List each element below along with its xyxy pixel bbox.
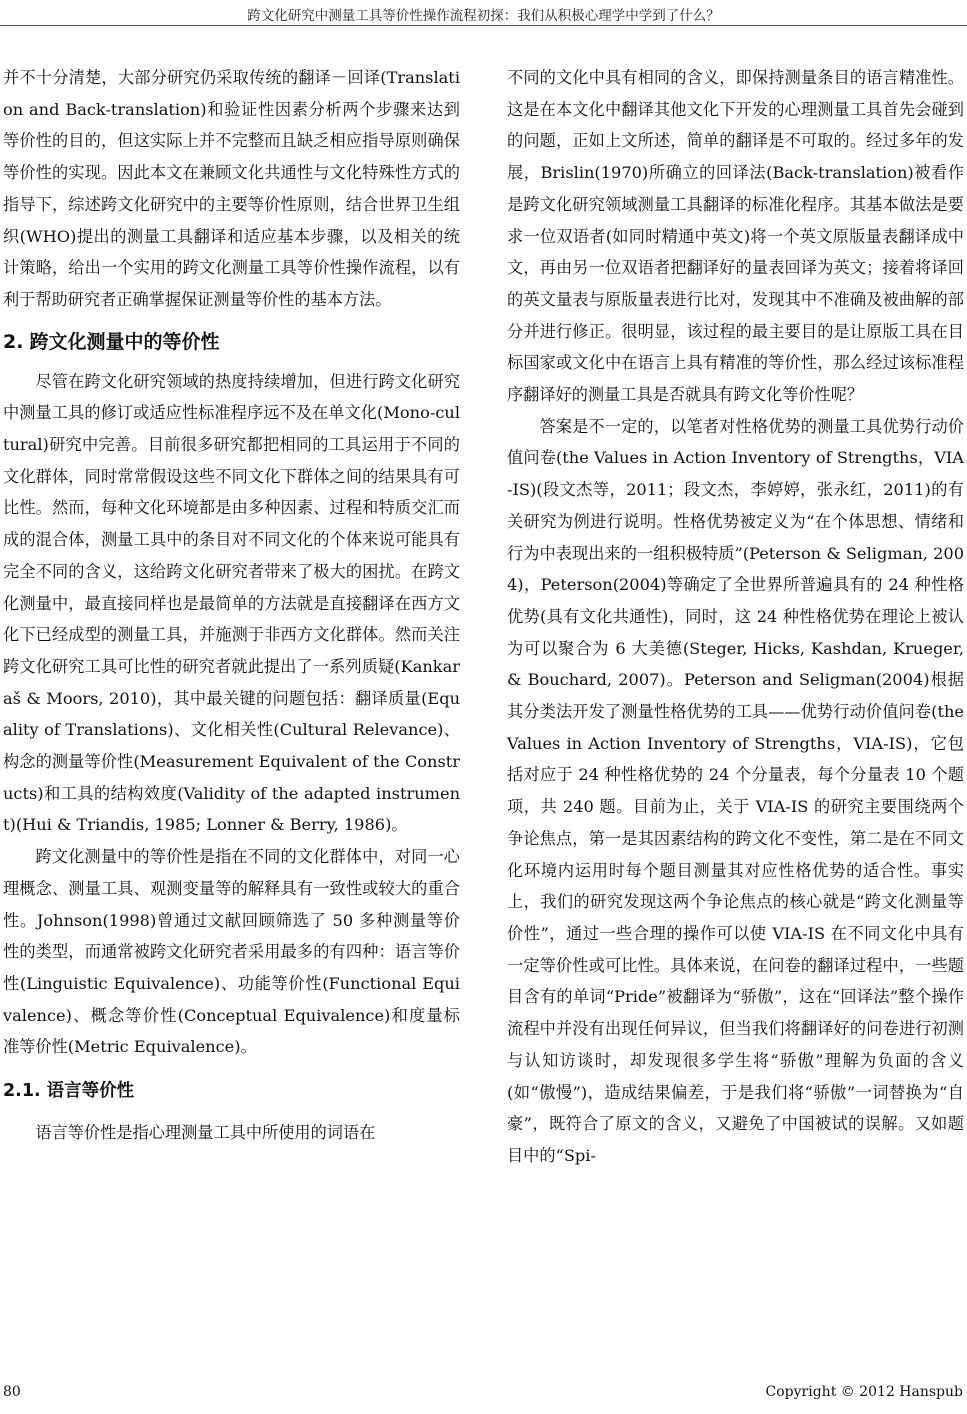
paragraph-body-continued: 不同的文化中具有相同的含义，即保持测量条目的语言精准性。这是在本文化中翻译其他文化下开发的心理测量工具首先会碰到的问题，正如上文所述，简单的翻译是不可取的。经过多年的发展，Brislin(1970)所确立的回译法(Back-translation)被看作是跨文化研究领域测量工具翻译的标准化程序。其基本做法是要求一位双语者(如同时精通中英文)将一个英文原版量表翻译成中文，再由另一位双语者把翻译好的量表回译为英文；接着将译回的英文量表与原版量表进行比对，发现其中不准确及被曲解的部分并进行修正。很明显，该过程的最主要目的是让原版工具在目标国家或文化中在语言上具有精准的等价性，那么经过该标准程序翻译好的测量工具是否就具有跨文化等价性呢？ (507, 68, 964, 405)
left-column (3, 62, 460, 1149)
paragraph-intro-continued: 并不十分清楚，大部分研究仍采取传统的翻译－回译(Translation and Back-translation)和验证性因素分析两个步骤来达到等价性的目的，但这实际上并不完整而且缺乏相应指导原则确保等价性的实现。因此本文在兼顾文化共通性与文化特殊性方式的指导下，综述跨文化研究中的主要等价性原则，结合世界卫生组织(WHO)提出的测量工具翻译和适应基本步骤，以及相关的统计策略，给出一个实用的跨文化测量工具等价性操作流程，以有利于帮助研究者正确掌握保证测量等价性的基本方法。 (3, 68, 460, 309)
section-title: 语言等价性 (46, 1081, 135, 1102)
paragraph-body: 语言等价性是指心理测量工具中所使用的词语在 (35, 1123, 376, 1143)
subsection-heading-2-1 (3, 1077, 460, 1105)
paragraph-body: 答案是不一定的，以笔者对性格优势的测量工具优势行动价值问卷(the Values in Action Inventory of Strengths，VIA-IS)(段文杰等，2011；段文杰，李婷婷，张永红，2011)的有关研究为例进行说明。性格优势被定义为“在个体思想、情绪和行为中表现出来的一组积极特质”(Peterson & Seligman, 2004)，Peterson(2004)等确定了全世界所普遍具有的 24 种性格优势(具有文化共通性)，同时，这 24 种性格优势在理论上被认为可以聚合为 6 大美德(Steger, Hicks, Kashdan, Krueger, & Bouchard, 2007)。Peterson and Seligman(2004)根据其分类法开发了测量性格优势的工具——优势行动价值问卷(the Values in Action Inventory of Strengths，VIA-IS)，它包括对应于 24 种性格优势的 24 个分量表，每个分量表 10 个题项，共 240 题。目前为止，关于 VIA-IS 的研究主要围绕两个争论焦点，第一是其因素结构的跨文化不变性，第二是在不同文化环境内运用时每个题目测量其对应性格优势的适合性。事实上，我们的研究发现这两个争论焦点的核心就是“跨文化测量等价性”，通过一些合理的操作可以使 VIA-IS 在不同文化中具有一定等价性或可比性。具体来说，在问卷的翻译过程中，一些题目含有的单词“Pride”被翻译为“骄傲”，这在“回译法”整个操作流程中并没有出现任何异议，但当我们将翻译好的问卷进行初测与认知访谈时，却发现很多学生将“骄傲”理解为负面的含义(如“傲慢”)，造成结果偏差，于是我们将“骄傲”一词替换为“自豪”，既符合了原文的含义，又避免了中国被试的误解。又如题目中的“Spi- (507, 416, 964, 1165)
page-number: 80 (3, 1384, 21, 1400)
paragraph-body: 跨文化测量中的等价性是指在不同的文化群体中，对同一心理概念、测量工具、观测变量等的解释具有一致性或较大的重合性。Johnson(1998)曾通过文献回顾筛选了 50 多种测量等价性的类型，而通常被跨文化研究者采用最多的有四种：语言等价性(Linguistic Equivalence)、功能等价性(Functional Equivalence)、概念等价性(Conceptual Equivalence)和度量标准等价性(Metric Equivalence)。 (3, 847, 460, 1057)
right-column (507, 62, 964, 1172)
section-title: 跨文化测量中的等价性 (29, 330, 220, 353)
section-number: 2. (3, 330, 24, 353)
header-divider (0, 25, 967, 26)
section-number: 2.1. (3, 1081, 41, 1102)
copyright-notice: Copyright © 2012 Hanspub (765, 1384, 963, 1400)
paragraph-body: 尽管在跨文化研究领域的热度持续增加，但进行跨文化研究中测量工具的修订或适应性标准程序远不及在单文化(Mono-cultural)研究中完善。目前很多研究都把相同的工具运用于不同的文化群体，同时常常假设这些不同文化下群体之间的结果具有可比性。然而，每种文化环境都是由多种因素、过程和特质交汇而成的混合体，测量工具中的条目对不同文化的个体来说可能具有完全不同的含义，这给跨文化研究者带来了极大的困扰。在跨文化测量中，最直接同样也是最简单的方法就是直接翻译在西方文化下已经成型的测量工具，并施测于非西方文化群体。然而关注跨文化研究工具可比性的研究者就此提出了一系列质疑(Kankaraš & Moors, 2010)，其中最关键的问题包括：翻译质量(Equality of Translations)、文化相关性(Cultural Relevance)、构念的测量等价性(Measurement Equivalent of the Constructs)和工具的结构效度(Validity of the adapted instrument)(Hui & Triandis, 1985; Lonner & Berry, 1986)。 (3, 371, 460, 835)
section-heading-2 (3, 328, 460, 356)
running-header: 跨文化研究中测量工具等价性操作流程初探：我们从积极心理学中学到了什么？ (247, 8, 720, 24)
